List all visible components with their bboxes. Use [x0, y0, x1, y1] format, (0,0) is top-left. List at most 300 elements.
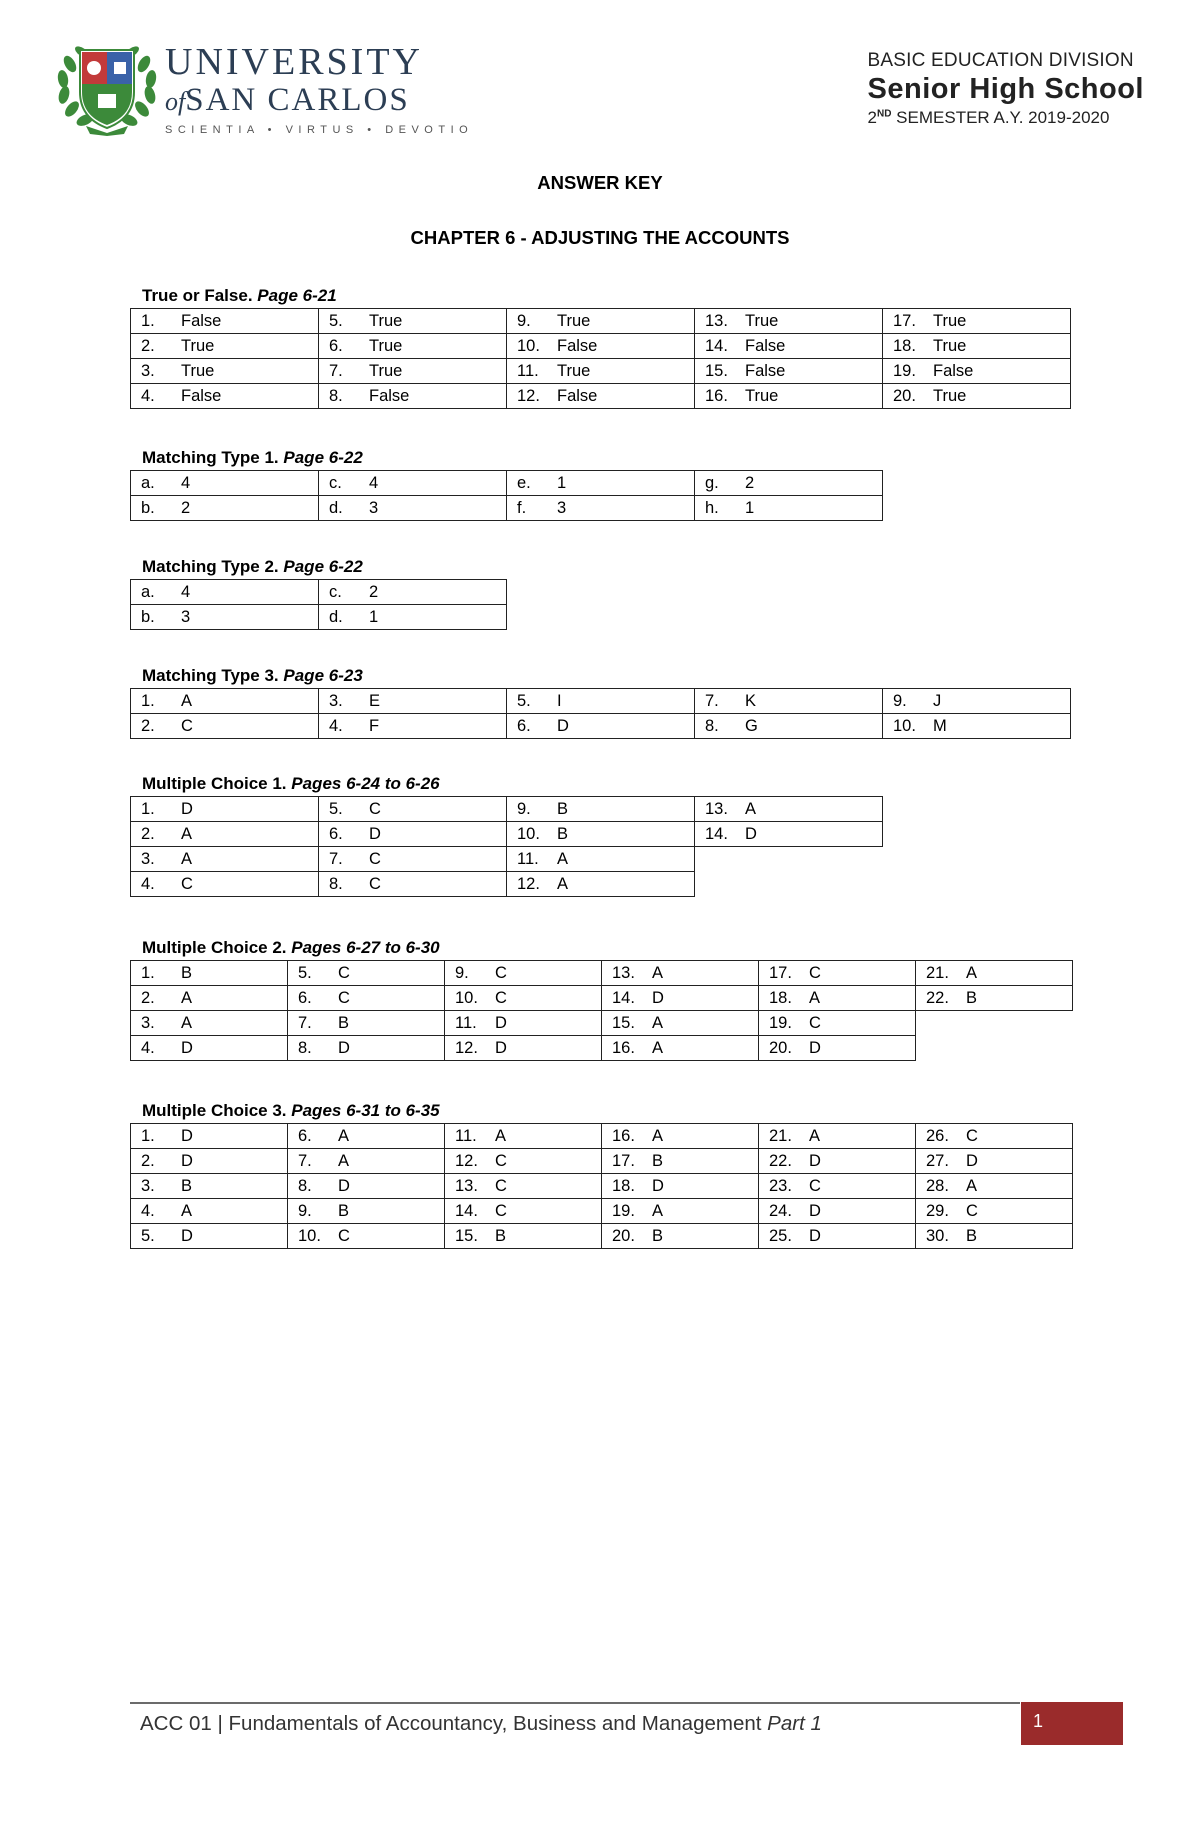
answer-cell [288, 1036, 445, 1061]
section-page-ref: Page 6-22 [283, 448, 363, 467]
answer-value: D [966, 1152, 978, 1170]
school-name: Senior High School [867, 73, 1144, 105]
answer-value: B [557, 800, 569, 818]
answer-value: D [181, 1152, 193, 1170]
item-number: 5. [141, 1227, 155, 1245]
answer-cell [131, 986, 288, 1011]
item-number: 3. [141, 1014, 155, 1032]
answer-row [131, 961, 1073, 986]
answer-value: True [369, 337, 403, 355]
answer-cell [883, 334, 1071, 359]
item-number: 3. [141, 850, 155, 868]
answer-value: C [495, 1177, 507, 1195]
item-number: 7. [705, 692, 719, 710]
division-block [868, 50, 1144, 128]
answer-value: 1 [369, 608, 379, 626]
item-number: 1. [141, 312, 155, 330]
answer-cell [695, 471, 883, 496]
answer-value: 3 [181, 608, 191, 626]
item-number: 8. [298, 1039, 312, 1057]
item-number: 6. [298, 989, 312, 1007]
answer-row [131, 1149, 1073, 1174]
answer-value: C [181, 875, 193, 893]
answer-value: D [809, 1152, 821, 1170]
answer-cell [883, 384, 1071, 409]
answer-cell [319, 309, 507, 334]
answer-cell [131, 1174, 288, 1199]
item-number: 1. [141, 800, 155, 818]
item-number: 8. [298, 1177, 312, 1195]
item-number: 14. [612, 989, 635, 1007]
item-number: 15. [455, 1227, 478, 1245]
answer-value: A [966, 964, 978, 982]
answer-cell [602, 986, 759, 1011]
answer-cell [319, 847, 507, 872]
answer-value: B [652, 1227, 664, 1245]
answer-value: True [745, 387, 779, 405]
answer-row [131, 1199, 1073, 1224]
item-number: 4. [141, 1039, 155, 1057]
item-number: 21. [769, 1127, 792, 1145]
item-number: 4. [141, 1202, 155, 1220]
item-number: 5. [517, 692, 531, 710]
answer-value: True [557, 312, 591, 330]
answer-cell [445, 1149, 602, 1174]
answer-cell [319, 496, 507, 521]
item-number: 20. [893, 387, 916, 405]
answer-cell [916, 1149, 1073, 1174]
answer-table [130, 1123, 1073, 1249]
item-number: e. [517, 474, 531, 492]
answer-cell [131, 359, 319, 384]
answer-value: D [495, 1039, 507, 1057]
answer-value: True [933, 312, 967, 330]
answer-cell [695, 496, 883, 521]
item-number: 1. [141, 964, 155, 982]
section-matching-type-3 [130, 664, 1071, 739]
answer-value: True [745, 312, 779, 330]
item-number: 17. [769, 964, 792, 982]
answer-value: B [338, 1202, 350, 1220]
answer-value: C [495, 989, 507, 1007]
item-number: 20. [769, 1039, 792, 1057]
item-number: 8. [329, 387, 343, 405]
answer-value: C [369, 850, 381, 868]
semester-label [868, 108, 1144, 128]
item-number: 29. [926, 1202, 949, 1220]
answer-cell [319, 714, 507, 739]
section-page-ref: Pages 6-27 to 6-30 [291, 938, 440, 957]
answer-table [130, 796, 883, 897]
answer-cell [759, 1174, 916, 1199]
answer-cell [602, 1224, 759, 1249]
item-number: 20. [612, 1227, 635, 1245]
item-number: 6. [517, 717, 531, 735]
item-number: 12. [455, 1152, 478, 1170]
item-number: 8. [329, 875, 343, 893]
answer-row [131, 847, 883, 872]
answer-value: A [809, 1127, 821, 1145]
answer-cell [131, 384, 319, 409]
empty-cell [916, 1036, 1073, 1061]
answer-cell [883, 689, 1071, 714]
answer-value: 4 [181, 474, 191, 492]
answer-cell [288, 1149, 445, 1174]
item-number: 3. [141, 362, 155, 380]
item-number: 11. [517, 850, 539, 868]
section-page-ref: Page 6-22 [283, 557, 363, 576]
section-page-ref: Page 6-23 [283, 666, 363, 685]
answer-cell [319, 822, 507, 847]
item-number: 2. [141, 717, 155, 735]
answer-value: 4 [369, 474, 379, 492]
answer-row [131, 359, 1071, 384]
answer-cell [288, 1011, 445, 1036]
answer-value: C [495, 1152, 507, 1170]
answer-row [131, 496, 883, 521]
answer-value: A [652, 1202, 664, 1220]
answer-value: False [369, 387, 410, 405]
answer-value: C [338, 964, 350, 982]
section-page-ref: Pages 6-24 to 6-26 [291, 774, 440, 793]
answer-value: I [557, 692, 562, 710]
item-number: 4. [141, 875, 155, 893]
item-number: 1. [141, 692, 155, 710]
answer-value: D [557, 717, 569, 735]
item-number: 10. [517, 825, 540, 843]
answer-value: 2 [745, 474, 755, 492]
answer-value: B [181, 964, 193, 982]
item-number: f. [517, 499, 527, 517]
section-true-or-false [130, 284, 1071, 409]
item-number: 15. [705, 362, 728, 380]
answer-cell [131, 334, 319, 359]
answer-cell [695, 797, 883, 822]
answer-cell [695, 384, 883, 409]
item-number: 14. [705, 337, 728, 355]
item-number: 23. [769, 1177, 792, 1195]
answer-cell [507, 847, 695, 872]
section-multiple-choice-3 [130, 1099, 1073, 1249]
item-number: 6. [329, 337, 343, 355]
answer-row [131, 384, 1071, 409]
item-number: 2. [141, 337, 155, 355]
answer-value: A [557, 850, 569, 868]
item-number: 18. [893, 337, 916, 355]
answer-row [131, 689, 1071, 714]
answer-cell [288, 1199, 445, 1224]
item-number: 13. [612, 964, 635, 982]
section-title [142, 772, 883, 796]
item-number: 1. [141, 1127, 155, 1145]
answer-value: J [933, 692, 942, 710]
answer-value: D [338, 1177, 350, 1195]
answer-row [131, 580, 507, 605]
answer-value: F [369, 717, 380, 735]
item-number: 7. [298, 1014, 312, 1032]
answer-value: True [557, 362, 591, 380]
item-number: 30. [926, 1227, 949, 1245]
answer-value: False [181, 312, 222, 330]
item-number: 26. [926, 1127, 949, 1145]
section-title [142, 555, 507, 579]
answer-key-title: ANSWER KEY [537, 172, 663, 193]
item-number: 3. [141, 1177, 155, 1195]
answer-cell [602, 1174, 759, 1199]
footer-course-code: ACC 01 [140, 1712, 212, 1735]
answer-cell [602, 1011, 759, 1036]
answer-value: D [652, 1177, 664, 1195]
chapter-title: CHAPTER 6 - ADJUSTING THE ACCOUNTS [410, 227, 790, 248]
answer-cell [759, 1124, 916, 1149]
item-number: b. [141, 499, 155, 517]
answer-cell [131, 822, 319, 847]
answer-row [131, 1124, 1073, 1149]
answer-cell [507, 822, 695, 847]
item-number: 13. [705, 800, 728, 818]
section-title [142, 936, 1073, 960]
item-number: 18. [769, 989, 792, 1007]
answer-value: 1 [745, 499, 755, 517]
answer-cell [131, 1011, 288, 1036]
answer-cell [288, 986, 445, 1011]
answer-value: False [745, 337, 786, 355]
answer-value: A [652, 1014, 664, 1032]
item-number: 19. [893, 362, 916, 380]
footer-part: Part 1 [767, 1712, 822, 1735]
item-number: 21. [926, 964, 949, 982]
answer-value: D [181, 800, 193, 818]
item-number: 2. [141, 989, 155, 1007]
answer-value: D [809, 1227, 821, 1245]
answer-value: C [495, 964, 507, 982]
university-name-san-carlos: SAN CARLOS [185, 82, 410, 118]
answer-cell [319, 797, 507, 822]
item-number: 5. [329, 312, 343, 330]
answer-value: A [338, 1152, 350, 1170]
answer-cell [602, 961, 759, 986]
item-number: 14. [705, 825, 728, 843]
footer-separator: | [217, 1712, 223, 1735]
answer-cell [507, 872, 695, 897]
section-title [142, 1099, 1073, 1123]
answer-value: C [966, 1202, 978, 1220]
section-multiple-choice-1 [130, 772, 883, 897]
answer-row [131, 1011, 1073, 1036]
answer-value: False [933, 362, 974, 380]
answer-cell [507, 334, 695, 359]
answer-row [131, 1036, 1073, 1061]
answer-cell [288, 1224, 445, 1249]
answer-value: E [369, 692, 381, 710]
answer-cell [759, 961, 916, 986]
answer-value: True [181, 337, 215, 355]
answer-cell [883, 359, 1071, 384]
answer-cell [445, 1174, 602, 1199]
answer-cell [916, 1124, 1073, 1149]
item-number: a. [141, 583, 155, 601]
answer-cell [131, 689, 319, 714]
answer-cell [507, 714, 695, 739]
empty-cell [916, 1011, 1073, 1036]
section-title [142, 664, 1071, 688]
item-number: 5. [329, 800, 343, 818]
answer-value: K [745, 692, 757, 710]
answer-value: C [809, 964, 821, 982]
item-number: 7. [329, 850, 343, 868]
answer-cell [507, 359, 695, 384]
item-number: 4. [329, 717, 343, 735]
answer-table [130, 960, 1073, 1061]
item-number: 6. [329, 825, 343, 843]
answer-cell [759, 1199, 916, 1224]
answer-table [130, 470, 883, 521]
answer-cell [445, 1199, 602, 1224]
university-name-line1: UNIVERSITY [165, 41, 423, 83]
item-number: 9. [517, 312, 531, 330]
answer-table [130, 688, 1071, 739]
answer-value: C [495, 1202, 507, 1220]
answer-value: 3 [557, 499, 567, 517]
item-number: 10. [455, 989, 478, 1007]
section-title-text: Multiple Choice 3. [142, 1101, 287, 1120]
answer-value: A [652, 964, 664, 982]
item-number: c. [329, 474, 342, 492]
item-number: g. [705, 474, 719, 492]
answer-cell [319, 689, 507, 714]
university-motto: SCIENTIA • VIRTUS • DEVOTIO [165, 124, 474, 136]
answer-cell [319, 359, 507, 384]
item-number: 9. [298, 1202, 312, 1220]
answer-value: B [181, 1177, 193, 1195]
item-number: 14. [455, 1202, 478, 1220]
answer-value: A [652, 1039, 664, 1057]
answer-cell [507, 797, 695, 822]
answer-cell [602, 1036, 759, 1061]
section-title-text: Matching Type 1. [142, 448, 279, 467]
item-number: d. [329, 608, 343, 626]
answer-row [131, 714, 1071, 739]
empty-cell [695, 847, 883, 872]
answer-row [131, 797, 883, 822]
answer-cell [131, 714, 319, 739]
answer-value: D [369, 825, 381, 843]
item-number: 12. [455, 1039, 478, 1057]
answer-value: False [557, 337, 598, 355]
section-title-text: Multiple Choice 1. [142, 774, 287, 793]
answer-row [131, 872, 883, 897]
item-number: 16. [705, 387, 728, 405]
item-number: 15. [612, 1014, 635, 1032]
answer-value: C [369, 875, 381, 893]
item-number: 17. [893, 312, 916, 330]
answer-cell [288, 1174, 445, 1199]
answer-value: A [495, 1127, 507, 1145]
answer-cell [883, 714, 1071, 739]
university-name [165, 42, 473, 136]
answer-value: 2 [369, 583, 379, 601]
answer-cell [445, 986, 602, 1011]
answer-cell [759, 1011, 916, 1036]
answer-value: True [933, 337, 967, 355]
answer-value: False [745, 362, 786, 380]
division-name: BASIC EDUCATION DIVISION [867, 50, 1134, 71]
answer-value: 2 [181, 499, 191, 517]
answer-value: True [369, 362, 403, 380]
item-number: b. [141, 608, 155, 626]
answer-value: False [181, 387, 222, 405]
answer-cell [445, 1036, 602, 1061]
item-number: 13. [705, 312, 728, 330]
university-name-line2 [165, 82, 473, 120]
section-page-ref: Pages 6-31 to 6-35 [291, 1101, 440, 1120]
answer-value: 1 [557, 474, 567, 492]
answer-cell [602, 1199, 759, 1224]
item-number: 16. [612, 1039, 635, 1057]
section-title [142, 284, 1071, 308]
page-number-badge: 1 [1021, 1702, 1123, 1745]
item-number: 10. [298, 1227, 321, 1245]
answer-value: C [369, 800, 381, 818]
answer-cell [602, 1124, 759, 1149]
answer-cell [319, 872, 507, 897]
item-number: 4. [141, 387, 155, 405]
answer-cell [507, 309, 695, 334]
item-number: 8. [705, 717, 719, 735]
answer-cell [131, 309, 319, 334]
answer-cell [131, 961, 288, 986]
answer-value: A [809, 989, 821, 1007]
semester-text: SEMESTER A.Y. 2019-2020 [891, 108, 1110, 127]
item-number: 3. [329, 692, 343, 710]
answer-value: D [809, 1039, 821, 1057]
answer-cell [445, 1011, 602, 1036]
item-number: 9. [455, 964, 469, 982]
answer-cell [131, 1224, 288, 1249]
answer-value: D [495, 1014, 507, 1032]
item-number: 25. [769, 1227, 792, 1245]
answer-row [131, 1224, 1073, 1249]
section-title [142, 446, 883, 470]
answer-cell [916, 1199, 1073, 1224]
answer-value: C [809, 1177, 821, 1195]
answer-cell [131, 496, 319, 521]
answer-value: D [652, 989, 664, 1007]
item-number: a. [141, 474, 155, 492]
answer-value: A [181, 1202, 193, 1220]
item-number: 19. [612, 1202, 635, 1220]
semester-ordinal: ND [877, 108, 892, 120]
item-number: 9. [893, 692, 907, 710]
answer-value: A [181, 1014, 193, 1032]
answer-cell [131, 797, 319, 822]
answer-value: A [338, 1127, 350, 1145]
item-number: 12. [517, 875, 540, 893]
answer-cell [131, 605, 319, 630]
answer-cell [445, 961, 602, 986]
footer-subject: Fundamentals of Accountancy, Business and Management [228, 1712, 762, 1735]
item-number: 2. [141, 1152, 155, 1170]
answer-value: B [652, 1152, 664, 1170]
answer-cell [131, 1199, 288, 1224]
answer-cell [916, 1174, 1073, 1199]
answer-cell [507, 471, 695, 496]
answer-cell [916, 1224, 1073, 1249]
answer-value: M [933, 717, 947, 735]
answer-table [130, 579, 507, 630]
section-multiple-choice-2 [130, 936, 1073, 1061]
item-number: 9. [517, 800, 531, 818]
